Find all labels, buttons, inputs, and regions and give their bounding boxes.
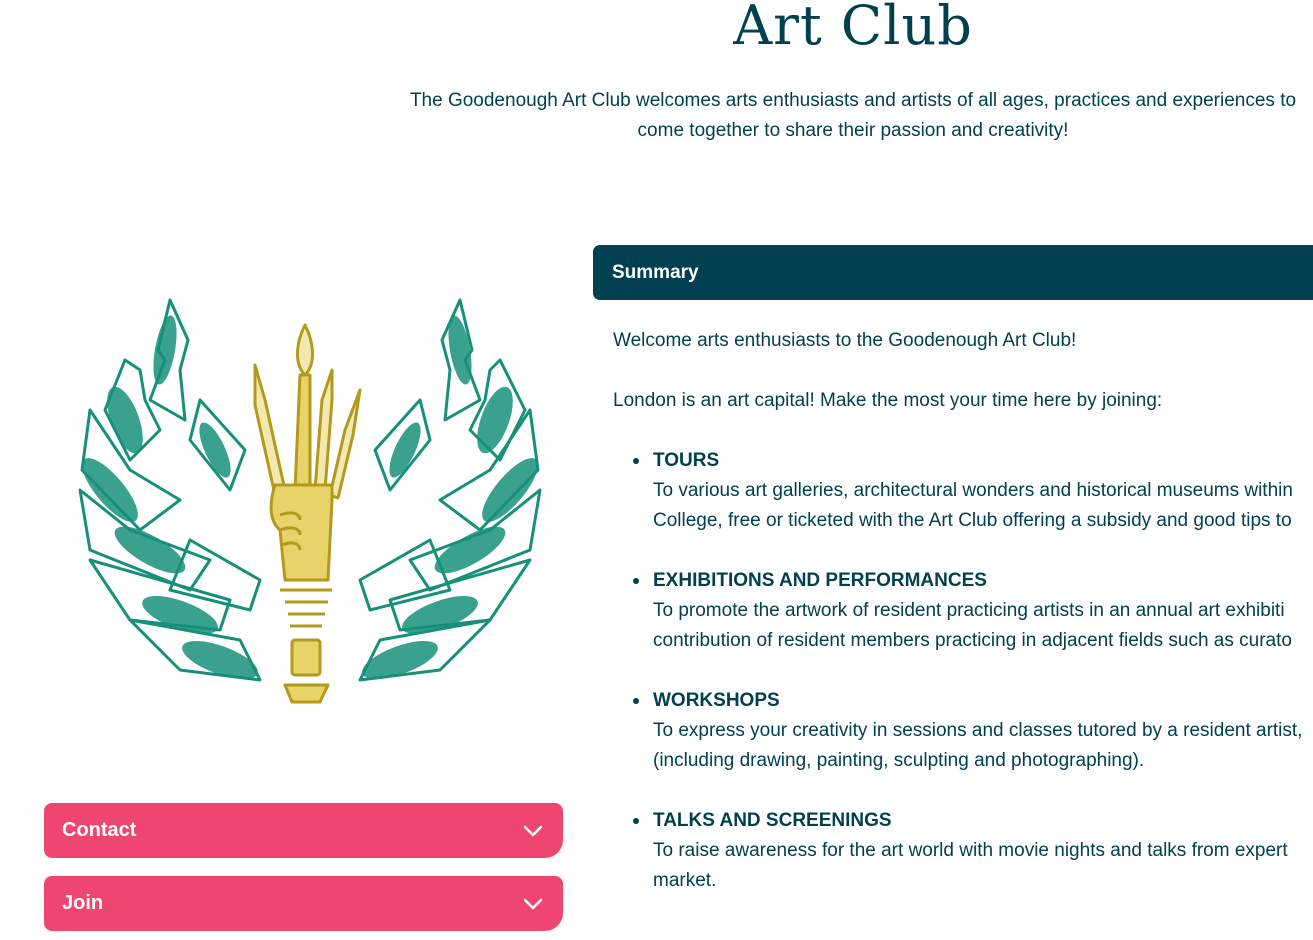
- art-club-logo: [70, 290, 550, 720]
- list-item: [653, 446, 1313, 536]
- winged-brushes-icon: [70, 290, 550, 720]
- join-accordion-label: Join: [62, 892, 104, 914]
- item-title: WORKSHOPS: [653, 690, 780, 711]
- item-desc: contribution of resident members practicing in adjacent fields such as curato: [653, 630, 1292, 651]
- item-title: TALKS AND SCREENINGS: [653, 810, 892, 831]
- item-desc: market.: [653, 870, 717, 891]
- activities-list: [613, 446, 1313, 896]
- summary-header[interactable]: [593, 245, 1313, 300]
- summary-content: [613, 326, 1313, 926]
- chevron-down-icon: [523, 898, 543, 910]
- list-item: [653, 806, 1313, 896]
- lead-text: London is an art capital! Make the most your time here by joining:: [613, 390, 1163, 411]
- item-desc: To various art galleries, architectural wonders and historical museums within: [653, 480, 1293, 501]
- chevron-down-icon: [523, 825, 543, 837]
- item-desc: College, free or ticketed with the Art Club offering a subsidy and good tips to: [653, 510, 1292, 531]
- contact-accordion[interactable]: [44, 803, 563, 858]
- item-title: TOURS: [653, 450, 720, 471]
- item-desc: To promote the artwork of resident practicing artists in an annual art exhibiti: [653, 600, 1285, 621]
- item-desc: To raise awareness for the art world with movie nights and talks from expert: [653, 840, 1288, 861]
- join-accordion[interactable]: [44, 876, 563, 931]
- item-desc: To express your creativity in sessions and classes tutored by a resident artist,: [653, 720, 1303, 741]
- page-title: Art Club: [733, 0, 973, 57]
- list-item: [653, 686, 1313, 776]
- contact-accordion-label: Contact: [62, 819, 137, 841]
- list-item: [653, 566, 1313, 656]
- item-desc: (including drawing, painting, sculpting and photographing).: [653, 750, 1145, 771]
- welcome-text: Welcome arts enthusiasts to the Goodenough Art Club!: [613, 330, 1077, 351]
- item-title: EXHIBITIONS AND PERFORMANCES: [653, 570, 987, 591]
- intro-text: The Goodenough Art Club welcomes arts enthusiasts and artists of all ages, practices and experiences to come together to share their passion and creativity!: [409, 90, 1297, 141]
- summary-header-label: Summary: [612, 261, 699, 283]
